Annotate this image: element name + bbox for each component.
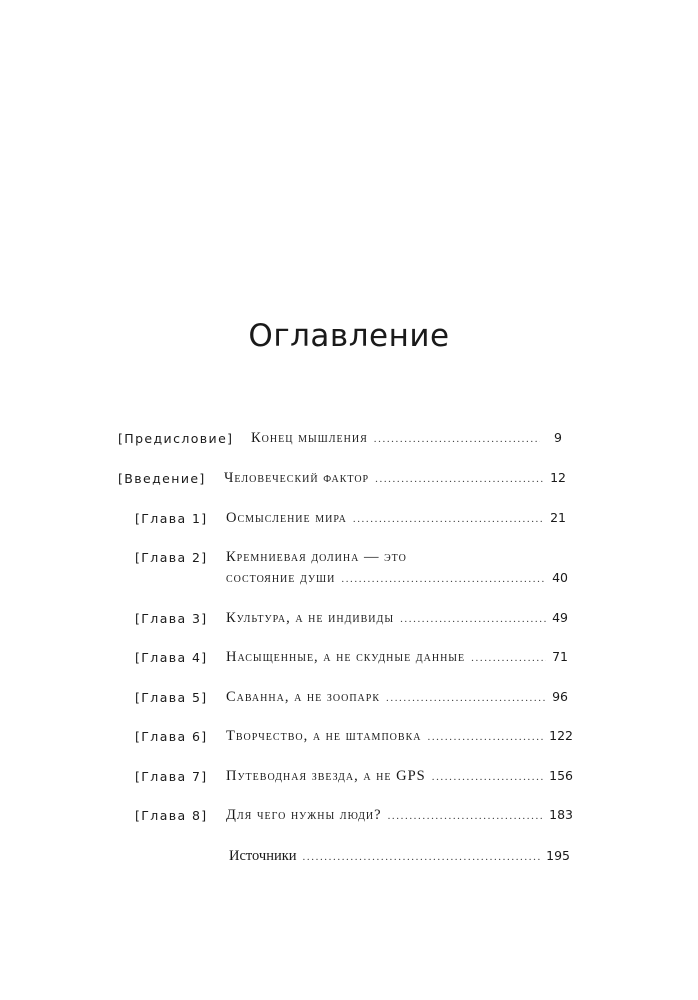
toc-label-chapter-6: [Глава 6] bbox=[135, 729, 208, 744]
toc-page: 122 bbox=[549, 728, 573, 743]
toc-entry-chapter-5[interactable] bbox=[226, 689, 568, 706]
toc-title: Культура, а не индивиды bbox=[226, 610, 395, 626]
toc-label-chapter-5: [Глава 5] bbox=[135, 690, 208, 705]
toc-entry-chapter-6[interactable] bbox=[226, 728, 573, 745]
toc-title: Саванна, а не зоопарк bbox=[226, 689, 380, 705]
toc-entry-chapter-3[interactable] bbox=[226, 610, 568, 627]
leader-dots bbox=[374, 433, 540, 445]
toc-title: Насыщенные, а не скудные данные bbox=[226, 649, 466, 665]
toc-page: 21 bbox=[550, 510, 566, 525]
toc-entry-sources[interactable] bbox=[229, 848, 570, 865]
toc-page: 12 bbox=[550, 470, 566, 485]
toc-entry-chapter-4[interactable] bbox=[226, 649, 568, 666]
toc-title: Для чего нужны люди? bbox=[226, 807, 382, 823]
toc-page: 183 bbox=[549, 807, 573, 822]
toc-entry-preface[interactable] bbox=[251, 430, 562, 447]
toc-label-intro: [Введение] bbox=[118, 471, 206, 486]
toc-title: Конец мышления bbox=[251, 430, 368, 446]
leader-dots bbox=[388, 810, 544, 822]
leader-dots bbox=[353, 513, 544, 525]
toc-page: 9 bbox=[554, 430, 562, 445]
leader-dots bbox=[432, 771, 543, 783]
toc-title: Творчество, а не штамповка bbox=[226, 728, 422, 744]
toc-page: 96 bbox=[552, 689, 568, 704]
toc-label-chapter-4: [Глава 4] bbox=[135, 650, 208, 665]
toc-label-chapter-1: [Глава 1] bbox=[135, 511, 208, 526]
leader-dots bbox=[427, 731, 543, 743]
toc-entry-intro[interactable] bbox=[224, 470, 566, 487]
toc-page: 156 bbox=[549, 768, 573, 783]
toc-title: Путеводная звезда, а не GPS bbox=[226, 768, 426, 784]
toc-title-line-1[interactable]: Кремниевая долина — это bbox=[226, 549, 407, 565]
leader-dots bbox=[375, 473, 544, 485]
toc-entry-chapter-1[interactable] bbox=[226, 510, 566, 527]
leader-dots bbox=[386, 692, 546, 704]
leader-dots bbox=[341, 573, 546, 585]
toc-page: 195 bbox=[546, 848, 570, 863]
toc-label-chapter-7: [Глава 7] bbox=[135, 769, 208, 784]
toc-page: 40 bbox=[552, 570, 568, 585]
page-title: Оглавление bbox=[248, 318, 450, 354]
leader-dots bbox=[303, 851, 541, 863]
toc-title: Осмысление мира bbox=[226, 510, 347, 526]
toc-title-line-2: состояние души bbox=[226, 570, 336, 586]
toc-label-chapter-8: [Глава 8] bbox=[135, 808, 208, 823]
toc-label-chapter-2: [Глава 2] bbox=[135, 550, 208, 565]
toc-label-chapter-3: [Глава 3] bbox=[135, 611, 208, 626]
leader-dots bbox=[400, 613, 546, 625]
toc-title: Человеческий фактор bbox=[224, 470, 370, 486]
leader-dots bbox=[471, 652, 546, 664]
toc-entry-chapter-2[interactable] bbox=[226, 570, 568, 587]
toc-entry-chapter-7[interactable] bbox=[226, 768, 573, 785]
toc-title: Источники bbox=[229, 848, 297, 864]
toc-page: 49 bbox=[552, 610, 568, 625]
toc-page: 71 bbox=[552, 649, 568, 664]
toc-entry-chapter-8[interactable] bbox=[226, 807, 573, 824]
toc-label-preface: [Предисловие] bbox=[118, 431, 234, 446]
